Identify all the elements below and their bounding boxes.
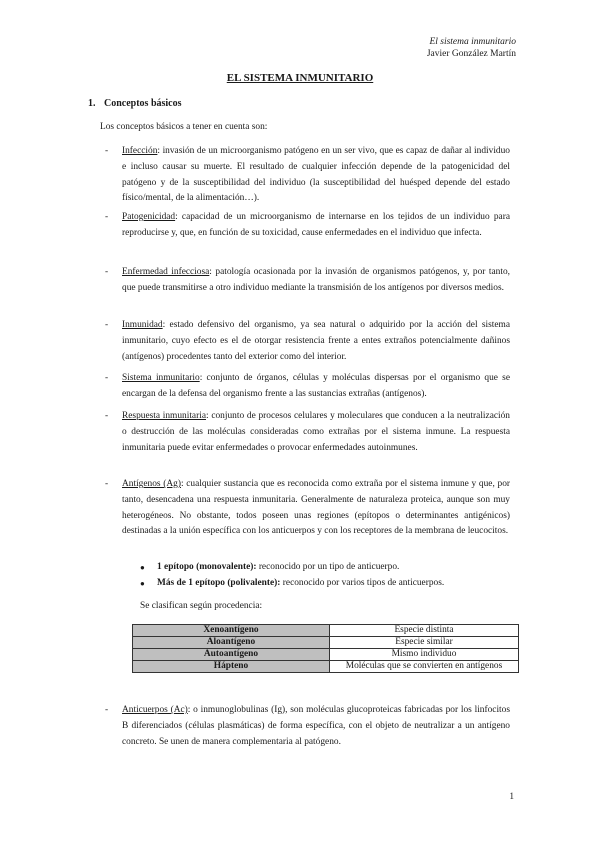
bullet-icon: ● [140,578,145,588]
list-item [140,560,520,576]
term-name: Antígenos (Ag) [122,479,181,489]
term-definition: : patología ocasionada por la invasión de organismos patógenos, y, por tanto, que puede transmitirse a otro individuo mediante la transmisión de los antígenos por diversos medios. [122,267,510,293]
term-name: Enfermedad infecciosa [122,267,210,277]
dash-icon: - [105,411,109,421]
section-number: 1. [88,98,96,109]
table-cell-type: Xenoantígeno [133,625,330,637]
table-row [133,625,519,637]
bullet-term: 1 epítopo (monovalente): [157,562,257,572]
dash-icon: - [105,479,109,489]
term-definition: : invasión de un microorganismo patógeno en un ser vivo, que es capaz de dañar al individuo e incluso causar su muerte. El resultado de cualquier infección depende de la patogenicidad del patógeno y de la susceptibilidad del individuo (la susceptibilidad del huésped depende del estado físico/mental, de la alimentación…). [122,146,510,204]
dash-icon: - [105,373,109,383]
term-definition: : estado defensivo del organismo, ya sea natural o adquirido por la acción del sistema inmunitario, cuyo efecto es el de otorgar resistencia frente a entes extraños potencialmente dañinos (antígenos) procedentes tanto del exterior como del interior. [122,320,510,362]
section-intro: Los conceptos básicos a tener en cuenta son: [100,122,268,132]
table-cell-type: Hápteno [133,661,330,673]
term-inmunidad [122,318,510,365]
antigen-classification-table [132,624,519,673]
dash-icon: - [105,705,109,715]
bullet-desc: reconocido por varios tipos de anticuerpos. [280,577,445,588]
term-definition: : cualquier sustancia que es reconocida como extraña por el sistema inmune y que, por tanto, desencadena una respuesta inmunitaria. Generalmente de naturaleza proteica, aunque son muy heterogéneos. No obstante, todos poseen unas regiones (epítopos o determinantes antigénicos) destinadas a la unión específica con los anticuerpos y con los receptores de la membrana de leucocitos. [122,479,511,537]
header-author: Javier González Martín [426,49,516,59]
term-patogenicidad [122,210,510,242]
table-cell-origin: Moléculas que se convierten en antígenos [330,661,519,673]
term-name: Inmunidad [122,320,163,330]
header-course: El sistema inmunitario [429,37,516,47]
list-item [140,576,520,592]
term-name: Anticuerpos (Ac) [122,705,188,715]
term-name: Sistema inmunitario [122,373,200,383]
section-heading [88,98,182,109]
epitope-list [140,560,520,592]
term-definition: : conjunto de órganos, células y moléculas dispersas por el organismo que se encargan de la defensa del organismo frente a las sustancias extrañas (antígenos). [122,373,510,399]
term-name: Respuesta inmunitaria [122,411,206,421]
page-number: 1 [509,792,514,802]
dash-icon: - [105,320,109,330]
term-infeccion [122,144,510,207]
table-row [133,649,519,661]
table-cell-type: Autoantígeno [133,649,330,661]
document-title: EL SISTEMA INMUNITARIO [226,72,374,84]
table-cell-type: Aloantígeno [133,637,330,649]
bullet-desc: reconocido por un tipo de anticuerpo. [256,562,400,572]
term-sistema-inmunitario [122,371,510,403]
bullet-icon: ● [140,563,145,572]
section-title: Conceptos básicos [104,98,182,109]
table-row [133,637,519,649]
term-definition: : capacidad de un microorganismo de internarse en los tejidos de un individuo para reproducirse y, que, en función de su toxicidad, cause enfermedades en el individuo que infecta. [122,212,510,238]
term-definition: : conjunto de procesos celulares y moleculares que conducen a la neutralización o destrucción de las moléculas consideradas como extrañas por el sistema inmune. La respuesta inmunitaria puede evitar enfermedades o provocar enfermedades autoinmunes. [122,411,510,453]
term-anticuerpos [122,703,510,750]
table-cell-origin: Especie similar [330,637,519,649]
term-name: Infección [122,146,158,156]
term-antigenos [122,477,510,540]
table-row [133,661,519,673]
table-cell-origin: Especie distinta [330,625,519,637]
classification-intro: Se clasifican según procedencia: [140,601,263,611]
term-definition: : o inmunoglobulinas (Ig), son moléculas glucoproteicas fabricadas por los linfocitos B diferenciados (células plasmáticas) de forma específica, con el objeto de neutralizar a un antígeno concreto. Se unen de manera complementaria al patógeno. [122,705,510,747]
bullet-term: Más de 1 epítopo (polivalente): [157,577,281,588]
term-respuesta-inmunitaria [122,409,510,456]
table-cell-origin: Mismo individuo [330,649,519,661]
dash-icon: - [105,146,109,156]
term-name: Patogenicidad [122,212,176,222]
dash-icon: - [105,267,109,277]
dash-icon: - [105,212,109,222]
term-enfermedad-infecciosa [122,265,510,297]
